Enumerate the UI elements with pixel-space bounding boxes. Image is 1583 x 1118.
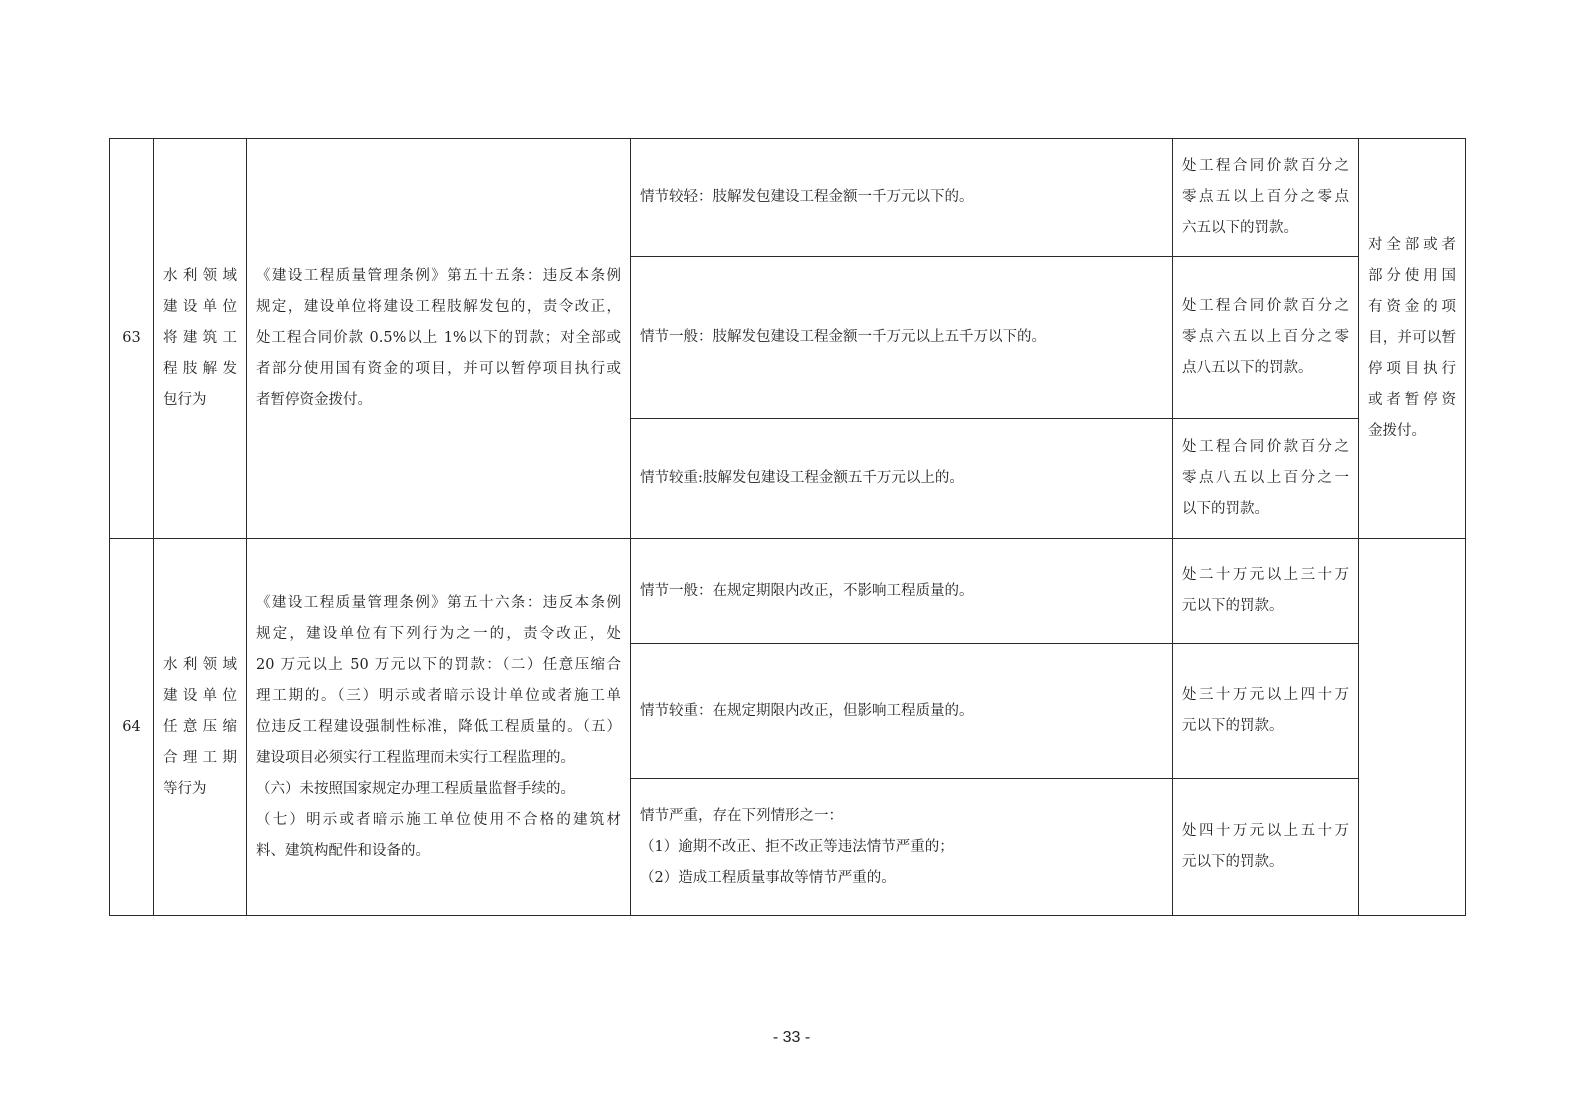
penalty-standard: 处三十万元以上四十万 元以下的罚款。 [1173, 644, 1359, 779]
violation-behavior: 水利领域 建设单位 任意压缩 合理工期 等行为 [154, 539, 247, 916]
penalty-table [109, 138, 1466, 916]
row-number: 63 [110, 139, 154, 539]
violation-behavior: 水利领域 建设单位 将建筑工 程肢解发 包行为 [154, 139, 247, 539]
circumstance-description: 情节较轻：肢解发包建设工程金额一千万元以下的。 [631, 139, 1173, 257]
table-row [110, 139, 1466, 257]
circumstance-description: 情节较重：在规定期限内改正，但影响工程质量的。 [631, 644, 1173, 779]
circumstance-description: 情节严重，存在下列情形之一： （1）逾期不改正、拒不改正等违法情节严重的； （2）造成工程质量事故等情节严重的。 [631, 779, 1173, 916]
circumstance-description: 情节一般：在规定期限内改正，不影响工程质量的。 [631, 539, 1173, 644]
table-row [110, 539, 1466, 644]
page-number: - 33 - [772, 1029, 811, 1046]
circumstance-description: 情节较重:肢解发包建设工程金额五千万元以上的。 [631, 419, 1173, 539]
legal-basis: 《建设工程质量管理条例》第五十五条：违反本条例 规定，建设单位将建设工程肢解发包的，责令改正， 处工程合同价款 0.5%以上 1%以下的罚款；对全部或 者部分使用国有资金的项目，并可以暂停项目执行或 者暂停资金拨付。 [247, 139, 631, 539]
penalty-standard: 处工程合同价款百分之 零点八五以上百分之一 以下的罚款。 [1173, 419, 1359, 539]
row-number: 64 [110, 539, 154, 916]
remarks [1359, 539, 1466, 916]
penalty-standard: 处二十万元以上三十万 元以下的罚款。 [1173, 539, 1359, 644]
penalty-standard: 处四十万元以上五十万 元以下的罚款。 [1173, 779, 1359, 916]
penalty-standard: 处工程合同价款百分之 零点六五以上百分之零 点八五以下的罚款。 [1173, 257, 1359, 419]
remarks: 对全部或者 部分使用国 有资金的项 目，并可以暂 停项目执行 或者暂停资 金拨付。 [1359, 139, 1466, 539]
penalty-standard: 处工程合同价款百分之 零点五以上百分之零点 六五以下的罚款。 [1173, 139, 1359, 257]
legal-basis: 《建设工程质量管理条例》第五十六条：违反本条例 规定，建设单位有下列行为之一的，责令改正，处 20 万元以上 50 万元以下的罚款：（二）任意压缩合 理工期的。（三）明示或者暗示设计单位或者施工单 位违反工程建设强制性标准，降低工程质量的。（五） 建设项目必须实行工程监理而未实行工程监理的。 （六）未按照国家规定办理工程质量监督手续的。 （七）明示或者暗示施工单位使用不合格的建筑材 料、建筑构配件和设备的。 [247, 539, 631, 916]
circumstance-description: 情节一般：肢解发包建设工程金额一千万元以上五千万以下的。 [631, 257, 1173, 419]
